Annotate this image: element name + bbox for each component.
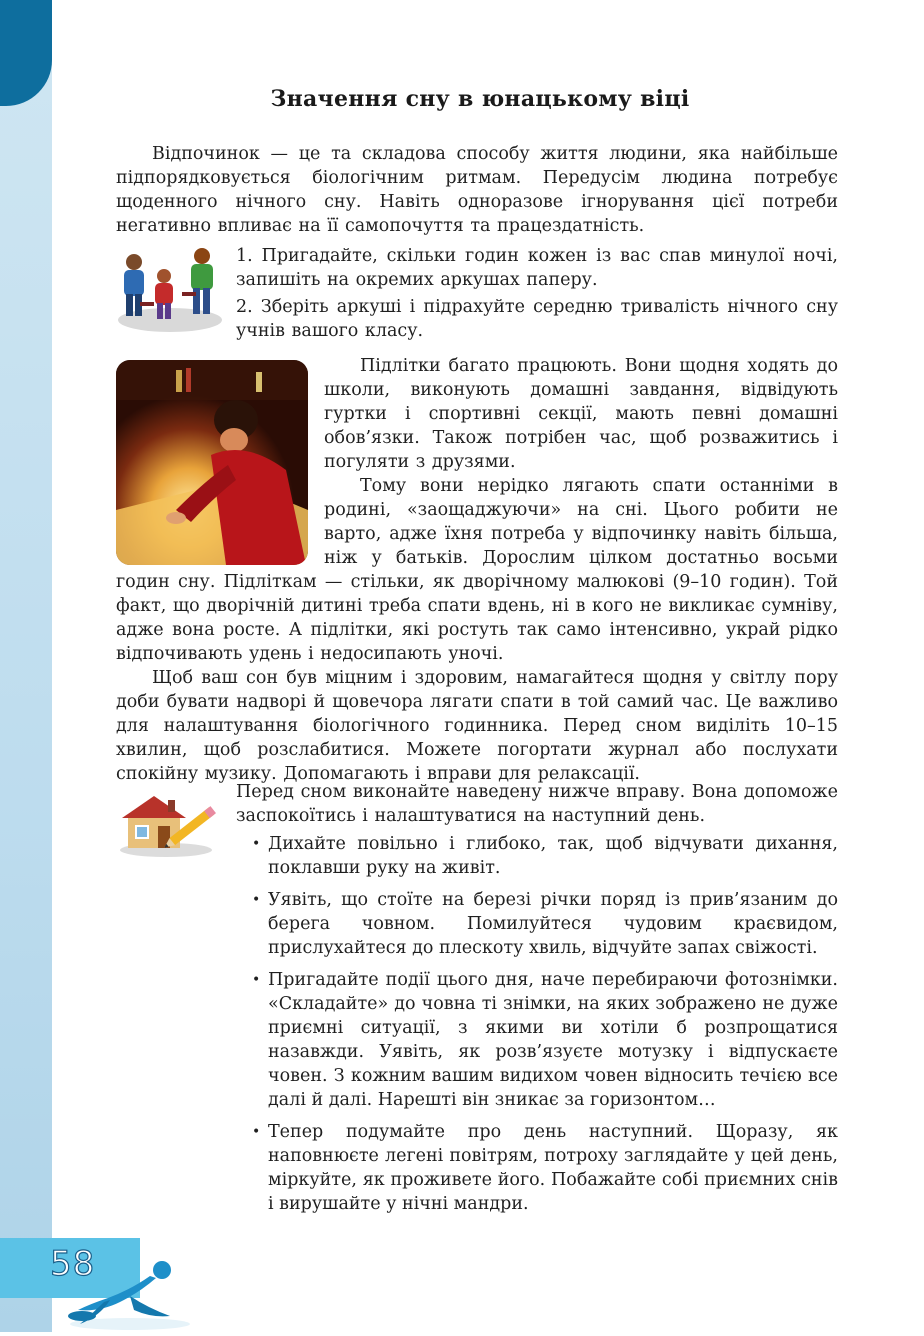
- intro-text: Відпочинок — це та складова способу життя людини, яка найбільше підпорядковується біологічним ритмам. Передусім людина потребує щоденного нічного сну. Навіть одноразове ігнорування цієї потреби негативно впливає на її самопочуття та працездатність.: [116, 144, 838, 236]
- list-item: [252, 1120, 838, 1216]
- list-item: [252, 832, 838, 880]
- group-discussion-icon: [112, 242, 226, 334]
- list-item: [252, 888, 838, 960]
- bullet-icon: •: [252, 836, 261, 852]
- body-paragraph-3: Щоб ваш сон був міцним і здоровим, намагайтеся щодня у світлу пору доби бувати надворі й щовечора лягати спати в той самий час. Це важливо для налаштування біологічного годинника. Перед сном виділіть 10–15 хвилин, щоб розслабитися. Можете погортати журнал або послухати спокійну музику. Допомагають і вправи для релаксації.: [116, 668, 838, 784]
- body-paragraph-1: Підлітки багато працюють. Вони щодня ходять до школи, виконують домашні завдання, відвідують гуртки і спортивні секції, мають певні домашні обов’язки. Також потрібен час, щоб розважитись і погуляти з друзями.: [324, 356, 838, 472]
- exercise-intro-text: Перед сном виконайте наведену нижче вправу. Вона допоможе заспокоїтись і налаштуватися на наступний день.: [236, 782, 838, 826]
- side-strip: [0, 0, 52, 1332]
- list-item-text: Уявіть, що стоїте на березі річки поряд із прив’язаним до берега човном. Помилуйтеся чудовим краєвидом, прислухайтеся до плескоту хвиль, відчуйте запах свіжості.: [268, 890, 838, 958]
- list-item: [252, 968, 838, 1112]
- task-item-2: 2. Зберіть аркуші і підрахуйте середню тривалість нічного сну учнів вашого класу.: [236, 297, 838, 341]
- house-and-pencil-icon: [114, 784, 226, 858]
- teen-studying-photo: [116, 360, 308, 565]
- page-number: 58: [50, 1244, 96, 1284]
- bullet-icon: •: [252, 892, 261, 908]
- task-item-1: 1. Пригадайте, скільки годин кожен із вас спав минулої ночі, запишіть на окремих аркушах паперу.: [236, 246, 838, 290]
- list-item-text: Дихайте повільно і глибоко, так, щоб відчувати дихання, поклавши руку на живіт.: [268, 834, 838, 878]
- running-figure-icon: [60, 1244, 200, 1332]
- intro-paragraph: [116, 142, 838, 238]
- bullet-icon: •: [252, 1124, 261, 1140]
- task-block: [236, 244, 838, 343]
- bullet-icon: •: [252, 972, 261, 988]
- list-item-text: Пригадайте події цього дня, наче перебираючи фотознімки. «Складайте» до човна ті знімки, на яких зображено не дуже приємні ситуації, з якими ви хотіли б розпрощатися назавжди. Уявіть, як розв’язуєте мотузку і відпускаєте човен. З кожним вашим видихом човен відносить течією все далі й далі. Нарешті він зникає за горизонтом…: [268, 970, 838, 1110]
- exercise-list: [252, 832, 838, 1224]
- list-item-text: Тепер подумайте про день наступний. Щоразу, як наповнюєте легені повітрям, потроху заглядайте у цей день, міркуйте, як проживете його. Побажайте собі приємних снів і вирушайте у нічні мандри.: [268, 1122, 838, 1214]
- page-title: Значення сну в юнацькому віці: [270, 86, 690, 112]
- body-paragraph-2: Тому вони нерідко лягають спати останніми в родині, «заощаджуючи» на сні. Цього робити не варто, адже їхня потреба у відпочинку навіть більша, ніж у батьків. Дорослим цілком достатньо восьми годин сну. Підліткам — стільки, як дворічному малюкові (9–10 годин). Той факт, що дворічній дитині треба спати вдень, ні в кого не викликає сумніву, адже вона росте. А підлітки, які ростуть так само інтенсивно, украй рідко відпочивають удень і недосипають уночі.: [116, 476, 838, 664]
- main-text-block: [116, 354, 838, 786]
- exercise-intro: [236, 780, 838, 828]
